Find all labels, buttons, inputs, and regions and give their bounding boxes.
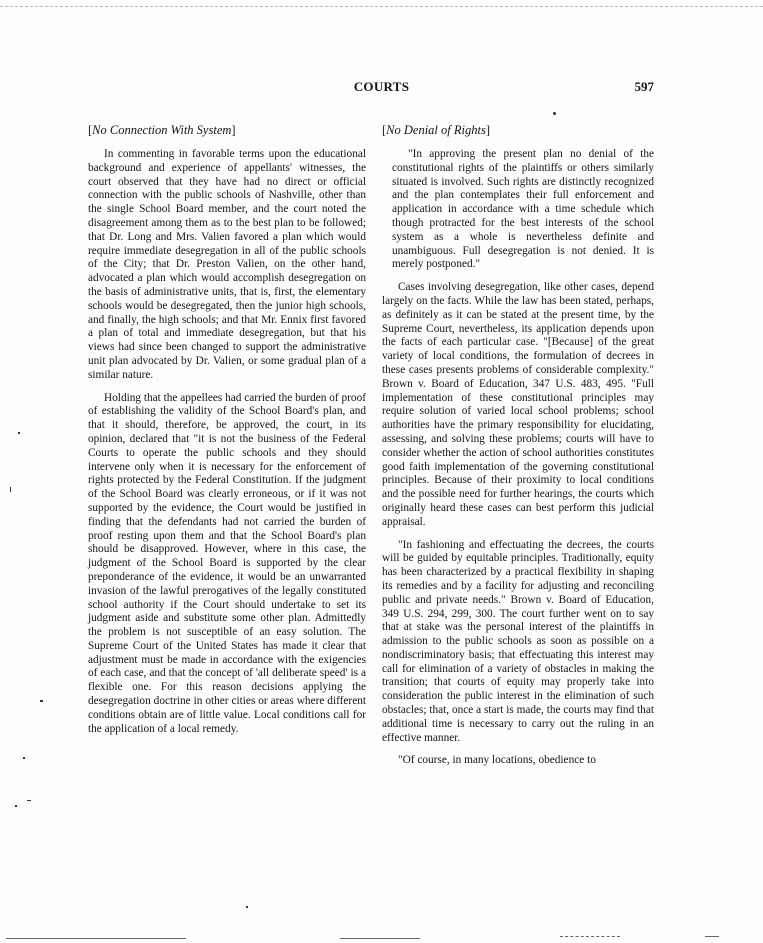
scan-speck (27, 800, 31, 801)
section-heading-left-text: No Connection With System (92, 123, 232, 137)
section-heading-right-text: No Denial of Rights (386, 123, 486, 137)
paragraph: In commenting in favorable terms upon the educational background and experience of appellants' witnesses, the court observed that they have had no direct or official connection with the public schools of Nashville, other than the single School Board member, and the court noted the disagreement among them as to the best plan to be followed; that Dr. Long and Mrs. Valien favored a plan which would require immediate desegregation in all of the public schools of the City; that Dr. Preston Valien, on the other hand, advocated a plan which would accomplish desegregation on the basis of administrative units, that is, first, the elementary schools would be desegregated, then the junior high schools, and finally, the high schools; and that Mr. Ennix first favored a plan of total and immediate desegregation, but that his views had since been changed to support the administrative unit plan advocated by Dr. Valien, or some gradual plan of a similar nature. (88, 148, 366, 381)
paragraph: Holding that the appellees had carried the burden of proof of establishing the validity of the School Board's plan, and that it should, therefore, be approved, the court, in its opinion, declared that "it is not the business of the Federal Courts to operate the public schools and they should intervene only when it is necessary for the enforcement of rights protected by the Federal Constitution. If the judgment of the School Board was clearly erroneous, or if it was not supported by the evidence, the Court would be justified in finding that the defendants had not carried the burden of proof resting upon them and that the School Board's plan should be disapproved. However, where in this case, the judgment of the School Board is supported by the clear preponderance of the evidence, it would be an unwarranted invasion of the lawful prerogatives of the legally constituted school authority if the Court should undertake to set its judgment aside and substitute some other plan. Admittedly the problem is not susceptible of an easy solution. The Supreme Court of the United States has made it clear that adjustment must be made in accordance with the exigencies of each case, and that the concept of 'all deliberate speed' is a flexible one. For this reason decisions applying the desegregation doctrine in other cities or areas where different conditions obtain are of little value. Local conditions call for the application of a local remedy. (88, 391, 366, 735)
paragraph: "Of course, in many locations, obedience to (398, 754, 596, 767)
bottom-scan-rule (340, 938, 420, 939)
scan-speck (246, 906, 248, 908)
scan-speck (18, 432, 20, 434)
right-column (382, 122, 654, 777)
section-heading-left: [No Connection With System] (88, 123, 236, 137)
scan-speck (553, 112, 556, 115)
top-dashed-rule (0, 6, 763, 7)
bottom-scan-rule (560, 936, 620, 937)
bottom-scan-rule (705, 936, 719, 937)
scan-speck (10, 487, 11, 492)
page-number: 597 (634, 79, 654, 94)
running-head-title: COURTS (353, 79, 410, 94)
scan-speck (23, 757, 25, 759)
scan-speck (40, 700, 43, 702)
block-quote: "In approving the present plan no denial of the constitutional rights of the plaintiffs or others similarly situated is involved. Such rights are distinctly recognized and the plan contemplates their full enforcement and application in accordance with a time schedule which though protracted for the best interests of the school system as a whole is nevertheless definite and unambiguous. Full desegregation is not denied. It is merely postponed." (392, 148, 654, 271)
left-column (88, 122, 366, 745)
paragraph: Cases involving desegregation, like other cases, depend largely on the facts. While the law has been stated, perhaps, as definitely as it can be stated at the present time, by the Supreme Court, nevertheless, its application depends upon the facts of each particular case. "[Because] of the great variety of local conditions, the formulation of decrees in these cases presents problems of considerable complexity." Brown v. Board of Education, 347 U.S. 483, 495. "Full implementation of these constitutional principles may require solution of varied local school problems; school authorities have the primary responsibility for elucidating, assessing, and solving these problems; courts will have to consider whether the action of school authorities constitutes good faith implementation of the governing constitutional principles. Because of their proximity to local conditions and the possible need for further hearings, the courts which originally heard these cases can best perform this judicial appraisal. (382, 281, 654, 528)
section-heading-right: [No Denial of Rights] (382, 123, 490, 137)
scan-speck (15, 805, 17, 807)
bottom-scan-rule (6, 938, 186, 939)
paragraph: "In fashioning and effectuating the decrees, the courts will be guided by equitable principles. Traditionally, equity has been characterized by a practical flexibility in shaping its remedies and by a facility for adjusting and reconciling public and private needs." Brown v. Board of Education, 349 U.S. 294, 299, 300. The court further went on to say that at stake was the personal interest of the plaintiffs in admission to the public schools as soon as possible on a nondiscriminatory basis; that effectuating this interest may call for elimination of a variety of obstacles in making the transition; that courts of equity may properly take into consideration the public interest in the elimination of such obstacles; that, once a start is made, the courts may find that additional time is necessary to carry out the ruling in an effective manner. (382, 538, 654, 744)
